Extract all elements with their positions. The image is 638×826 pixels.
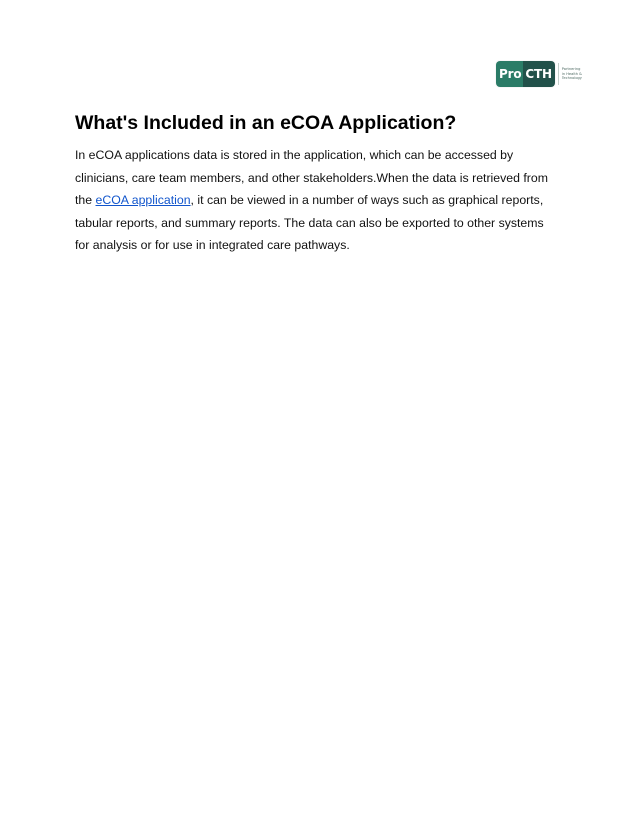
logo-tagline-line: Technology [561, 76, 582, 81]
logo-tagline-line: in Health & [561, 71, 582, 76]
paragraph-text: , it can be viewed in a number of ways such as graphical reports, [190, 193, 544, 207]
procth-logo [496, 61, 582, 87]
paragraph-line: tabular reports, and summary reports. The data can also be exported to other systems [75, 215, 544, 230]
ecoa-application-link[interactable]: eCOA application [95, 193, 191, 207]
logo-divider [558, 63, 559, 85]
paragraph-line: clinicians, care team members, and other stakeholders.When the data is retrieved from [75, 170, 548, 185]
paragraph-text: the [75, 193, 96, 207]
paragraph-line: for analysis or for use in integrated care pathways. [75, 238, 350, 252]
paragraph-line: In eCOA applications data is stored in the application, which can be accessed by [75, 148, 514, 162]
logo-mark [496, 61, 555, 87]
logo-tagline [562, 67, 582, 80]
logo-tagline-line: Partnering [561, 67, 581, 72]
article-paragraph [75, 144, 565, 257]
paragraph-line [75, 189, 565, 212]
logo-pro-text: Pro [496, 61, 523, 87]
logo-cth-text: CTH [523, 61, 554, 87]
article-heading: What's Included in an eCOA Application? [75, 112, 457, 134]
